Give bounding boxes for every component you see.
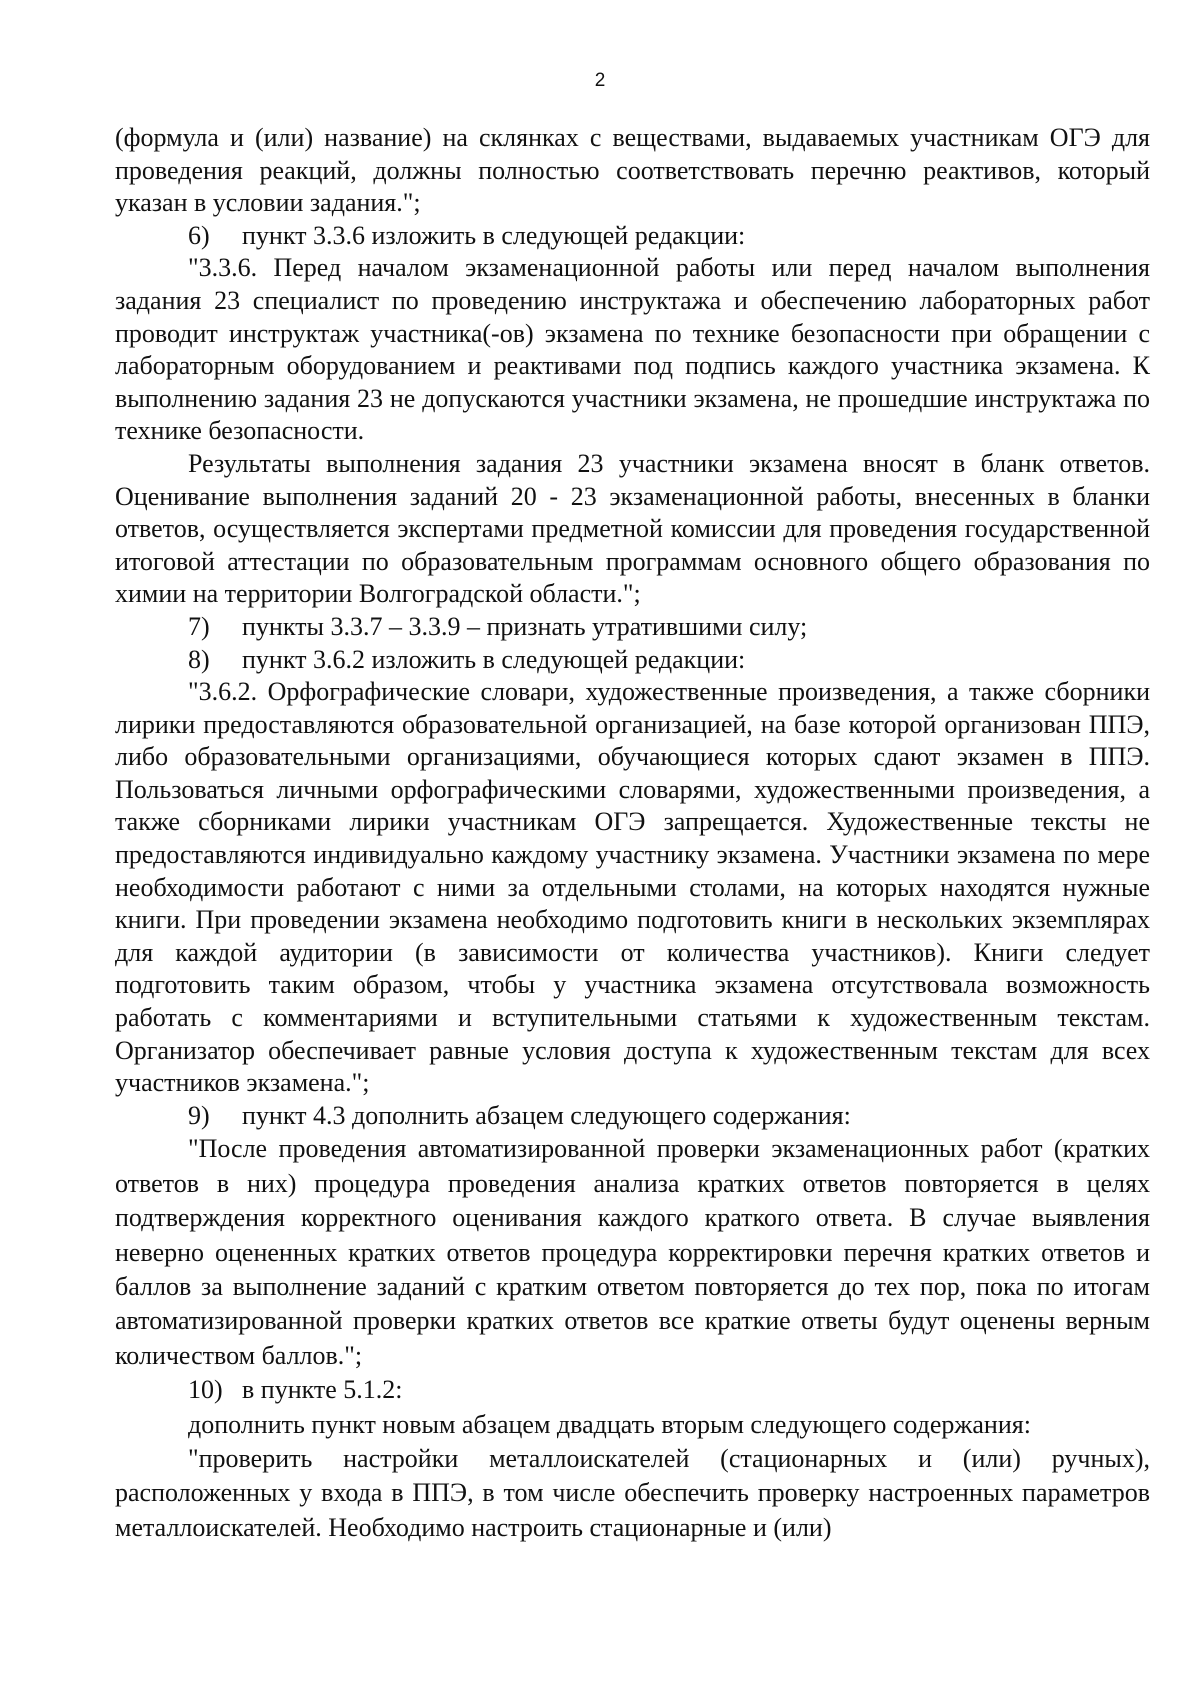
page-number: 2 — [594, 70, 606, 91]
paragraph-3-3-6: "3.3.6. Перед началом экзаменационной работы или перед началом выполнения задания 23 специалист по проведению инструктажа и обеспечению лабораторных работ проводит инструктаж участника(-ов) экзамена по технике безопасности при обращении с лабораторным оборудованием и реактивами под подпись каждого участника экзамена. К выполнению задания 23 не допускаются участники экзамена, не прошедшие инструктажа по технике безопасности. — [115, 253, 1150, 446]
list-item-number: 6) — [188, 220, 210, 250]
paragraph-results: Результаты выполнения задания 23 участники экзамена вносят в бланк ответов. Оценивание выполнения заданий 20 - 23 экзаменационной работы, внесенных в бланки ответов, осуществляется экспертами предметной комиссии для проведения государственной итоговой аттестации по образовательным программам основного общего образования по химии на территории Волгоградской области."; — [115, 448, 1150, 609]
list-item — [115, 644, 1150, 677]
list-item-number: 7) — [188, 611, 210, 641]
paragraph-3-6-2: "3.6.2. Орфографические словари, художественные произведения, а также сборники лирики предоставляются образовательной организацией, на базе которой организован ППЭ, либо образовательными организациями, обучающиеся которых сдают экзамен в ППЭ. Пользоваться личными орфографическими словарями, художественными произведения, а также сборниками лирики участникам ОГЭ запрещается. Художественные тексты не предоставляются индивидуально каждому участнику экзамена. Участники экзамена по мере необходимости работают с ними за отдельными столами, на которых находятся нужные книги. При проведении экзамена необходимо подготовить книги в нескольких экземплярах для каждой аудитории (в зависимости от количества участников). Книги следует подготовить таким образом, чтобы у участника экзамена отсутствовала возможность работать с комментариями и вступительными статьями к художественным текстам. Организатор обеспечивает равные условия доступа к художественным текстам для всех участников экзамена."; — [115, 677, 1150, 1098]
document-body — [115, 122, 1150, 1545]
list-item-text: пункт 3.6.2 изложить в следующей редакции: — [242, 644, 746, 674]
paragraph-continuation: (формула и (или) название) на склянках с веществами, выдаваемых участникам ОГЭ для проведения реакций, должны полностью соответствовать перечню реактивов, который указан в условии задания."; — [115, 123, 1150, 218]
list-item — [115, 1100, 1150, 1133]
list-item — [115, 1373, 1150, 1407]
paragraph-automated-check: "После проведения автоматизированной проверки экзаменационных работ (кратких ответов в них) процедура проведения анализа кратких ответов повторяется в целях подтверждения корректного оценивания каждого краткого ответа. В случае выявления неверно оцененных кратких ответов процедура корректировки перечня кратких ответов и баллов за выполнение заданий с кратким ответом повторяется до тех пор, пока по итогам автоматизированной проверки кратких ответов все краткие ответы будут оценены верным количеством баллов."; — [115, 1134, 1150, 1370]
paragraph-supplement: дополнить пункт новым абзацем двадцать вторым следующего содержания: — [188, 1409, 1031, 1439]
list-item-text: пункты 3.3.7 – 3.3.9 – признать утратившими силу; — [242, 611, 808, 641]
list-item-number: 10) — [188, 1375, 223, 1405]
list-item-text: пункт 3.3.6 изложить в следующей редакции: — [242, 220, 746, 250]
list-item-number: 9) — [188, 1100, 210, 1130]
list-item-text: пункт 4.3 дополнить абзацем следующего содержания: — [242, 1100, 851, 1130]
list-item-number: 8) — [188, 644, 210, 674]
list-item — [115, 611, 1150, 644]
paragraph-metal-detectors: "проверить настройки металлоискателей (стационарных и (или) ручных), расположенных у входа в ППЭ, в том числе обеспечить проверку настроенных параметров металлоискателей. Необходимо настроить стационарные и (или) — [115, 1444, 1150, 1542]
list-item — [115, 220, 1150, 253]
list-item-text: в пункте 5.1.2: — [242, 1375, 403, 1405]
